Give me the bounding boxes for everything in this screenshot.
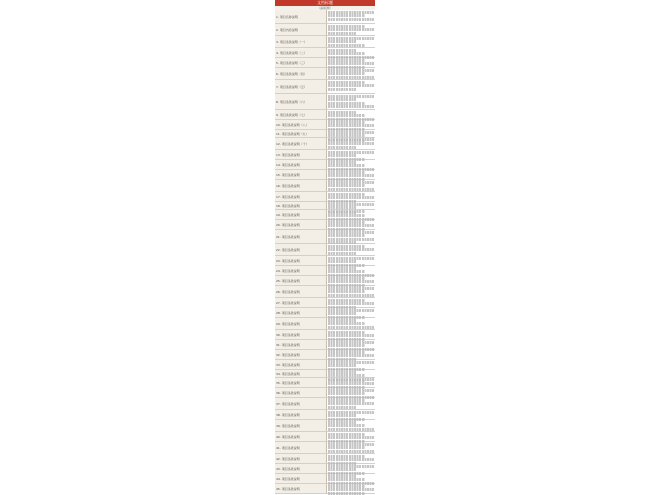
table-row — [275, 474, 375, 484]
row-label-cell — [275, 230, 327, 243]
document-sheet — [275, 0, 375, 491]
table-row — [275, 80, 375, 94]
row-label: 29. 项目条款说明 — [276, 321, 300, 326]
table-row — [275, 110, 375, 120]
table-row — [275, 330, 375, 340]
row-content-cell — [327, 442, 375, 453]
table-row — [275, 244, 375, 256]
table-row — [275, 266, 375, 276]
table-row — [275, 48, 375, 58]
row-label-cell — [275, 388, 327, 397]
row-label-cell — [275, 10, 327, 23]
row-content-cell — [327, 330, 375, 339]
table-row — [275, 398, 375, 410]
row-label-cell — [275, 340, 327, 349]
table-row — [275, 286, 375, 298]
document-subtitle: （副标题） — [275, 6, 375, 10]
row-label-cell — [275, 58, 327, 67]
row-content-cell — [327, 454, 375, 463]
row-label-cell — [275, 180, 327, 191]
row-content-cell — [327, 170, 375, 179]
row-label-cell — [275, 474, 327, 483]
row-label: 24. 项目条款说明 — [276, 268, 300, 273]
text-line — [328, 32, 356, 35]
row-content-cell — [327, 94, 375, 109]
row-label-cell — [275, 192, 327, 201]
table-row — [275, 370, 375, 378]
table-row — [275, 192, 375, 202]
row-content-cell — [327, 484, 375, 493]
row-label: 35. 项目条款说明 — [276, 380, 300, 385]
row-label-cell — [275, 330, 327, 339]
row-label: 10. 项目条款说明（八） — [276, 122, 309, 127]
table-row — [275, 170, 375, 180]
table-row — [275, 10, 375, 24]
row-content-cell — [327, 244, 375, 255]
row-content-cell — [327, 398, 375, 409]
row-label: 39. 项目条款说明 — [276, 423, 300, 428]
row-label: 18. 项目条款说明 — [276, 203, 300, 208]
table-row — [275, 220, 375, 230]
row-label: 3. 项目条款说明（一） — [276, 39, 307, 44]
row-label-cell — [275, 202, 327, 209]
row-label-cell — [275, 130, 327, 137]
row-content-cell — [327, 80, 375, 93]
row-label-cell — [275, 442, 327, 453]
table-row — [275, 36, 375, 48]
row-content-cell — [327, 130, 375, 137]
row-label: 33. 项目条款说明 — [276, 362, 300, 367]
table-row — [275, 276, 375, 286]
row-content-cell — [327, 10, 375, 23]
row-label-cell — [275, 308, 327, 317]
table-row — [275, 202, 375, 210]
row-label: 12. 项目条款说明（十） — [276, 141, 309, 146]
text-line — [328, 450, 374, 453]
row-content-cell — [327, 230, 375, 243]
text-line — [328, 326, 374, 329]
row-label-cell — [275, 170, 327, 179]
row-label: 26. 项目条款说明 — [276, 289, 300, 294]
row-content-cell — [327, 432, 375, 441]
table-row — [275, 120, 375, 130]
text-line — [328, 252, 356, 255]
row-label-cell — [275, 410, 327, 419]
row-content-cell — [327, 464, 375, 473]
row-content-cell — [327, 120, 375, 129]
table-row — [275, 350, 375, 360]
row-label: 19. 项目条款说明 — [276, 212, 300, 217]
row-content-cell — [327, 298, 375, 307]
row-content-cell — [327, 474, 375, 483]
row-label-cell — [275, 36, 327, 47]
row-label-cell — [275, 464, 327, 473]
table-row — [275, 378, 375, 388]
row-label: 7. 项目条款说明（五） — [276, 84, 307, 89]
table-row — [275, 24, 375, 36]
row-label: 40. 项目条款说明 — [276, 434, 300, 439]
row-content-cell — [327, 266, 375, 275]
row-content-cell — [327, 256, 375, 265]
table-row — [275, 388, 375, 398]
row-content-cell — [327, 370, 375, 377]
row-label: 32. 项目条款说明 — [276, 352, 300, 357]
row-content-cell — [327, 36, 375, 47]
table-row — [275, 130, 375, 138]
table-row — [275, 308, 375, 318]
row-content-cell — [327, 180, 375, 191]
row-label-cell — [275, 160, 327, 169]
row-label-cell — [275, 210, 327, 219]
table-row — [275, 432, 375, 442]
text-line — [328, 294, 374, 297]
row-content-cell — [327, 360, 375, 369]
table-body — [275, 10, 375, 494]
table-row — [275, 160, 375, 170]
text-line — [328, 76, 374, 79]
row-label-cell — [275, 360, 327, 369]
table-row — [275, 442, 375, 454]
row-label-cell — [275, 318, 327, 329]
row-content-cell — [327, 276, 375, 285]
row-label: 15. 项目条款说明 — [276, 172, 300, 177]
row-label: 13. 项目条款说明 — [276, 152, 300, 157]
row-label: 16. 项目条款说明 — [276, 183, 300, 188]
row-label: 20. 项目条款说明 — [276, 222, 300, 227]
row-label: 22. 项目条款说明 — [276, 247, 300, 252]
row-content-cell — [327, 110, 375, 119]
table-row — [275, 58, 375, 68]
row-label-cell — [275, 276, 327, 285]
row-content-cell — [327, 308, 375, 317]
table-row — [275, 256, 375, 266]
row-content-cell — [327, 150, 375, 159]
row-label-cell — [275, 370, 327, 377]
row-label: 1. 项目名称说明 — [276, 14, 298, 19]
text-line — [328, 428, 374, 431]
table-row — [275, 340, 375, 350]
table-row — [275, 298, 375, 308]
row-label: 30. 项目条款说明 — [276, 332, 300, 337]
row-label: 17. 项目条款说明 — [276, 194, 300, 199]
row-label-cell — [275, 48, 327, 57]
row-label: 27. 项目条款说明 — [276, 300, 300, 305]
text-line — [328, 188, 374, 191]
row-label-cell — [275, 454, 327, 463]
row-label-cell — [275, 350, 327, 359]
table-row — [275, 410, 375, 420]
row-label: 41. 项目条款说明 — [276, 445, 300, 450]
row-label: 23. 项目条款说明 — [276, 258, 300, 263]
table-row — [275, 318, 375, 330]
table-row — [275, 138, 375, 150]
row-label: 45. 项目条款说明 — [276, 486, 300, 491]
row-label-cell — [275, 24, 327, 35]
row-content-cell — [327, 286, 375, 297]
row-label: 43. 项目条款说明 — [276, 466, 300, 471]
text-line — [328, 406, 356, 409]
row-label: 37. 项目条款说明 — [276, 401, 300, 406]
text-line — [328, 18, 374, 21]
row-label-cell — [275, 120, 327, 129]
row-label: 42. 项目条款说明 — [276, 456, 300, 461]
row-label: 2. 项目内容说明 — [276, 27, 298, 32]
row-label-cell — [275, 80, 327, 93]
row-label: 14. 项目条款说明 — [276, 162, 300, 167]
row-label-cell — [275, 68, 327, 79]
row-label-cell — [275, 256, 327, 265]
row-label-cell — [275, 94, 327, 109]
table-row — [275, 464, 375, 474]
row-label: 31. 项目条款说明 — [276, 342, 300, 347]
row-label: 5. 项目条款说明（三） — [276, 60, 307, 65]
row-label: 34. 项目条款说明 — [276, 371, 300, 376]
row-content-cell — [327, 58, 375, 67]
row-content-cell — [327, 202, 375, 209]
row-content-cell — [327, 210, 375, 219]
row-content-cell — [327, 220, 375, 229]
row-label-cell — [275, 150, 327, 159]
row-label-cell — [275, 484, 327, 493]
table-row — [275, 484, 375, 494]
table-row — [275, 68, 375, 80]
row-label-cell — [275, 298, 327, 307]
row-label-cell — [275, 110, 327, 119]
row-label: 11. 项目条款说明（九） — [276, 131, 309, 136]
row-label: 9. 项目条款说明（七） — [276, 112, 307, 117]
row-label-cell — [275, 286, 327, 297]
row-label: 25. 项目条款说明 — [276, 278, 300, 283]
row-content-cell — [327, 48, 375, 57]
table-row — [275, 180, 375, 192]
row-label-cell — [275, 420, 327, 431]
table-row — [275, 454, 375, 464]
row-content-cell — [327, 24, 375, 35]
table-row — [275, 94, 375, 110]
row-label-cell — [275, 378, 327, 387]
row-label-cell — [275, 398, 327, 409]
row-content-cell — [327, 160, 375, 169]
row-label-cell — [275, 266, 327, 275]
text-line — [328, 492, 365, 495]
row-label-cell — [275, 220, 327, 229]
row-content-cell — [327, 192, 375, 201]
row-content-cell — [327, 340, 375, 349]
row-content-cell — [327, 388, 375, 397]
text-line — [328, 44, 365, 47]
row-content-cell — [327, 318, 375, 329]
row-label: 28. 项目条款说明 — [276, 310, 300, 315]
row-label: 44. 项目条款说明 — [276, 476, 300, 481]
row-content-cell — [327, 350, 375, 359]
row-label: 6. 项目条款说明（四） — [276, 71, 307, 76]
row-label: 36. 项目条款说明 — [276, 390, 300, 395]
row-label-cell — [275, 432, 327, 441]
table-row — [275, 230, 375, 244]
row-content-cell — [327, 420, 375, 431]
row-content-cell — [327, 68, 375, 79]
row-label-cell — [275, 138, 327, 149]
row-label: 21. 项目条款说明 — [276, 234, 300, 239]
text-line — [328, 105, 374, 108]
table-row — [275, 360, 375, 370]
text-line — [328, 88, 356, 91]
row-label: 38. 项目条款说明 — [276, 412, 300, 417]
table-row — [275, 420, 375, 432]
document-title: 文档标题 — [275, 0, 375, 6]
row-label: 4. 项目条款说明（二） — [276, 50, 307, 55]
row-label: 8. 项目条款说明（六） — [276, 99, 307, 104]
text-line — [328, 146, 356, 149]
table-row — [275, 150, 375, 160]
row-label-cell — [275, 244, 327, 255]
row-content-cell — [327, 410, 375, 419]
